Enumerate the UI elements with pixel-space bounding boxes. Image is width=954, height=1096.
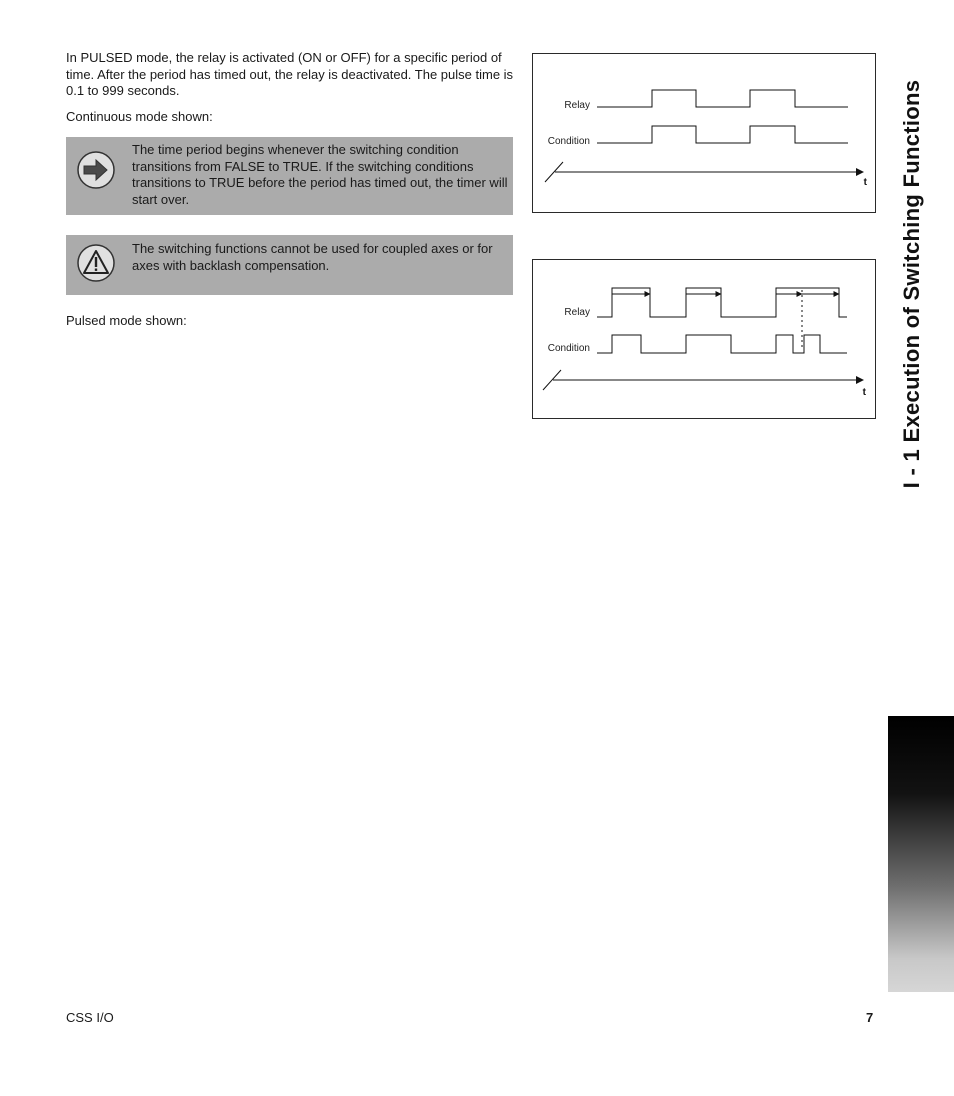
- condition-signal: [597, 335, 847, 353]
- continuous-mode-diagram: [532, 53, 876, 213]
- relay-signal: [597, 90, 848, 107]
- intro-paragraph: In PULSED mode, the relay is activated (ON or OFF) for a specific period of time. After the period has timed out, the relay is deactivated. The pulse time is 0.1 to 999 seconds.: [66, 50, 514, 98]
- warning-note: [66, 235, 513, 295]
- pulsed-caption: Pulsed mode shown:: [66, 313, 187, 328]
- chapter-tab: [888, 716, 954, 992]
- chapter-side-title: I - 1 Execution of Switching Functions: [899, 79, 924, 489]
- warning-note-text: The switching functions cannot be used for coupled axes or for axes with backlash compensation.: [132, 241, 493, 273]
- arrow-right-icon: [76, 150, 116, 190]
- continuous-caption: Continuous mode shown:: [66, 109, 213, 124]
- time-label: t: [862, 387, 866, 398]
- page-number: 7: [866, 1010, 874, 1025]
- footer-manual-name: CSS I/O: [66, 1010, 114, 1025]
- condition-label: Condition: [547, 136, 590, 147]
- relay-label: Relay: [564, 307, 590, 318]
- relay-signal: [597, 288, 847, 317]
- warning-triangle-icon: [76, 243, 116, 283]
- time-label: t: [863, 177, 867, 188]
- pulsed-mode-diagram: [532, 259, 876, 419]
- condition-signal: [597, 126, 848, 143]
- info-note-text: The time period begins whenever the switching condition transitions from FALSE to TRUE. If the switching conditions transitions to TRUE before the period has timed out, the timer will start over.: [132, 142, 508, 207]
- condition-label: Condition: [547, 343, 590, 354]
- info-note: [66, 137, 513, 215]
- relay-label: Relay: [564, 100, 590, 111]
